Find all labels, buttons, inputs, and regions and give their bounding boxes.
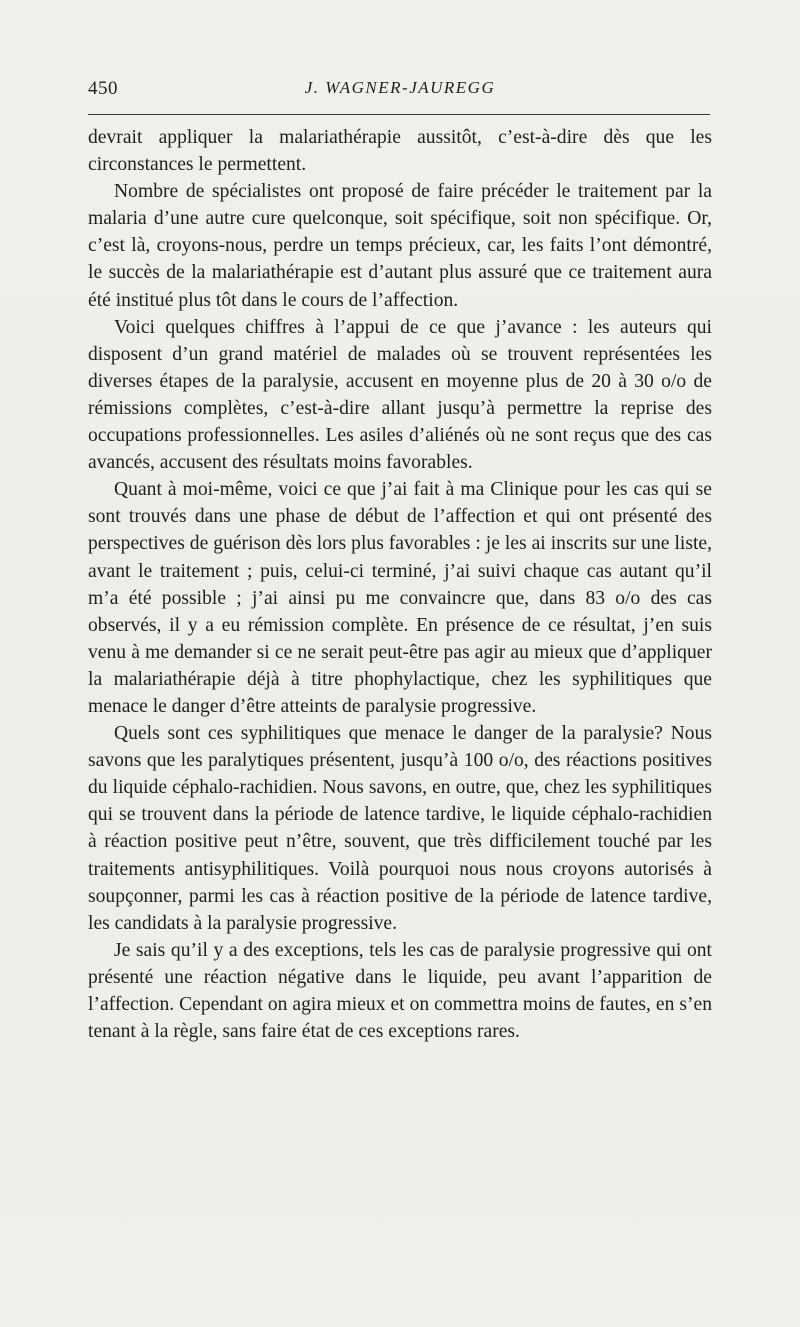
paragraph: Quant à moi-même, voici ce que j’ai fait à ma Clinique pour les cas qui se sont trouvés dans une phase de début de l’affection et qui ont présenté des perspectives de guérison dès lors plus favorables : je les ai inscrits sur une liste, avant le traitement ; puis, celui-ci terminé, j’ai suivi chaque cas autant qu’il m’a été possible ; j’ai ainsi pu me convaincre que, dans 83 o/o des cas observés, il y a eu rémission complète. En présence de ce résultat, j’en suis venu à me demander si ce ne serait peut-être pas agir au mieux que d’appliquer la malariathérapie déjà à titre phophylactique, chez les syphilitiques que menace le danger d’être atteints de paralysie progressive. <box>88 479 712 717</box>
page-header <box>88 78 712 102</box>
running-title: J. WAGNER-JAUREGG <box>304 78 496 97</box>
paragraph: Quels sont ces syphilitiques que menace le danger de la paralysie? Nous savons que les paralytiques présentent, jusqu’à 100 o/o, des réactions positives du liquide céphalo-rachidien. Nous savons, en outre, que, chez les syphilitiques qui se trouvent dans la période de latence tardive, le liquide céphalo-rachidien à réaction positive peut n’être, souvent, que très difficilement touché par les traitements antisyphilitiques. Voilà pourquoi nous nous croyons autorisés à soupçonner, parmi les cas à réaction positive de la période de latence tardive, les candidats à la paralysie progressive. <box>88 723 712 934</box>
paragraph: Voici quelques chiffres à l’appui de ce que j’avance : les auteurs qui disposent d’un grand matériel de malades où se trouvent représentées les diverses étapes de la paralysie, accusent en moyenne plus de 20 à 30 o/o de rémissions complètes, c’est-à-dire allant jusqu’à permettre la reprise des occupations professionnelles. Les asiles d’aliénés où ne sont reçus que des cas avancés, accusent des résultats moins favorables. <box>88 316 712 474</box>
body-text <box>88 124 712 1045</box>
header-rule <box>88 114 710 115</box>
page-number: 450 <box>88 78 118 99</box>
paragraph-continued: devrait appliquer la malariathérapie aussitôt, c’est-à-dire dès que les circonstances le permettent. <box>88 127 712 176</box>
paragraph: Nombre de spécialistes ont proposé de faire précéder le traitement par la malaria d’une autre cure quelconque, soit spécifique, soit non spécifique. Or, c’est là, croyons-nous, perdre un temps précieux, car, les faits l’ont démontré, le succès de la malariathérapie est d’autant plus assuré que ce traitement aura été institué plus tôt dans le cours de l’affection. <box>88 181 712 311</box>
paragraph: Je sais qu’il y a des exceptions, tels les cas de paralysie progressive qui ont présenté une réaction négative dans le liquide, peu avant l’apparition de l’affection. Cependant on agira mieux et on commettra moins de fautes, en s’en tenant à la règle, sans faire état de ces exceptions rares. <box>88 939 712 1043</box>
